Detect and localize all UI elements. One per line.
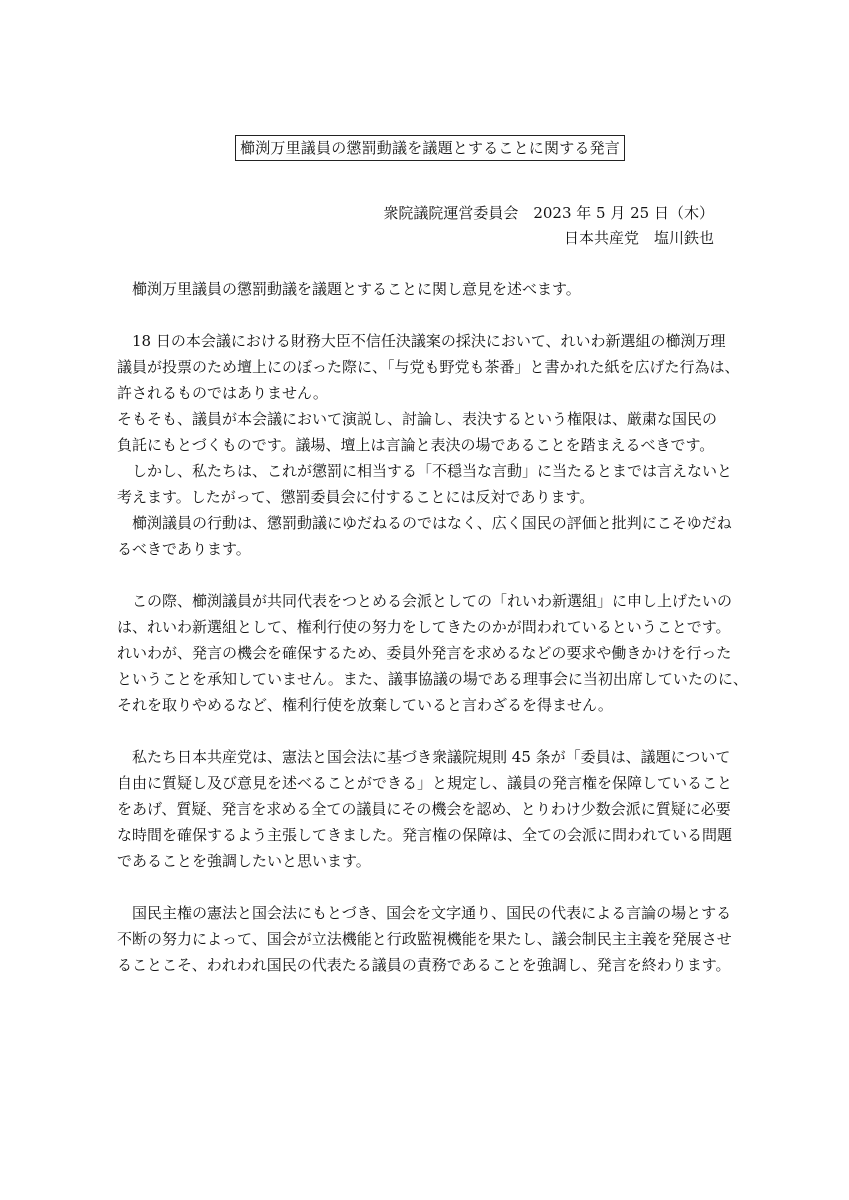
paragraph-4 xyxy=(117,744,732,874)
text-line: 許されるものではありません。 xyxy=(117,384,328,402)
paragraph-2 xyxy=(117,328,740,562)
text-line: 議員が投票のため壇上にのぼった際に、「与党も野党も茶番」と書かれた紙を広げた行為は、 xyxy=(117,358,740,376)
text-line: 櫛渕議員の行動は、懲罰動議にゆだねるのではなく、広く国民の評価と批判にこそゆだね xyxy=(117,514,732,532)
text-line: この際、櫛渕議員が共同代表をつとめる会派としての「れいわ新選組」に申し上げたいの xyxy=(117,592,733,610)
text-line: な時間を確保するよう主張してきました。発言権の保障は、全ての会派に問われている問題 xyxy=(117,826,733,844)
text-line: 負託にもとづくものです。議場、壇上は言論と表決の場であることを踏まえるべきです。 xyxy=(117,436,715,454)
paragraph-3 xyxy=(117,588,748,718)
text-line: ることこそ、われわれ国民の代表たる議員の責務であることを強調し、発言を終わります。 xyxy=(117,956,731,974)
text-line: 自由に質疑し及び意見を述べることができる」と規定し、議員の発言権を保障していること xyxy=(117,774,733,792)
text-line: るべきであります。 xyxy=(117,540,251,558)
text-line: ということを承知していません。また、議事協議の場である理事会に当初出席していたのに、 xyxy=(117,670,748,688)
text-line: は、れいわ新選組として、権利行使の努力をしてきたのかが問われているということです。 xyxy=(117,618,731,636)
text-line: そもそも、議員が本会議において演説し、討論し、表決するという権限は、厳粛な国民の xyxy=(117,410,718,428)
meta-committee-date: 衆院議院運営委員会 2023 年 5 月 25 日（木） xyxy=(383,204,714,222)
paragraph-5 xyxy=(117,900,732,978)
text-line: 18 日の本会議における財務大臣不信任決議案の採決において、れいわ新選組の櫛渕万理 xyxy=(117,332,726,350)
text-line: れいわが、発言の機会を確保するため、委員外発言を求めるなどの要求や働きかけを行った xyxy=(117,644,732,662)
text-line: しかし、私たちは、これが懲罰に相当する「不穏当な言動」に当たるとまでは言えないと xyxy=(117,462,733,480)
text-line: 考えます。したがって、懲罰委員会に付することには反対であります。 xyxy=(117,488,595,506)
document-title: 櫛渕万里議員の懲罰動議を議題とすることに関する発言 xyxy=(235,135,625,161)
text-line: 不断の努力によって、国会が立法機能と行政監視機能を果たし、議会制民主主義を発展させ xyxy=(117,930,732,948)
text-line: であることを強調したいと思います。 xyxy=(117,852,371,870)
body-text xyxy=(117,276,748,978)
paragraph-1 xyxy=(117,276,732,302)
text-line: をあげ、質疑、発言を求める全ての議員にその機会を認め、とりわけ少数会派に質疑に必要 xyxy=(117,800,731,818)
text-line: 国民主権の憲法と国会法にもとづき、国会を文字通り、国民の代表による言論の場とする xyxy=(117,904,732,922)
meta-speaker: 日本共産党 塩川鉄也 xyxy=(563,229,714,247)
text-line: 私たち日本共産党は、憲法と国会法に基づき衆議院規則 45 条が「委員は、議題について xyxy=(117,748,731,766)
text-line: それを取りやめるなど、権利行使を放棄していると言わざるを得ません。 xyxy=(117,696,613,714)
text-line: 櫛渕万里議員の懲罰動議を議題とすることに関し意見を述べます。 xyxy=(117,280,581,298)
